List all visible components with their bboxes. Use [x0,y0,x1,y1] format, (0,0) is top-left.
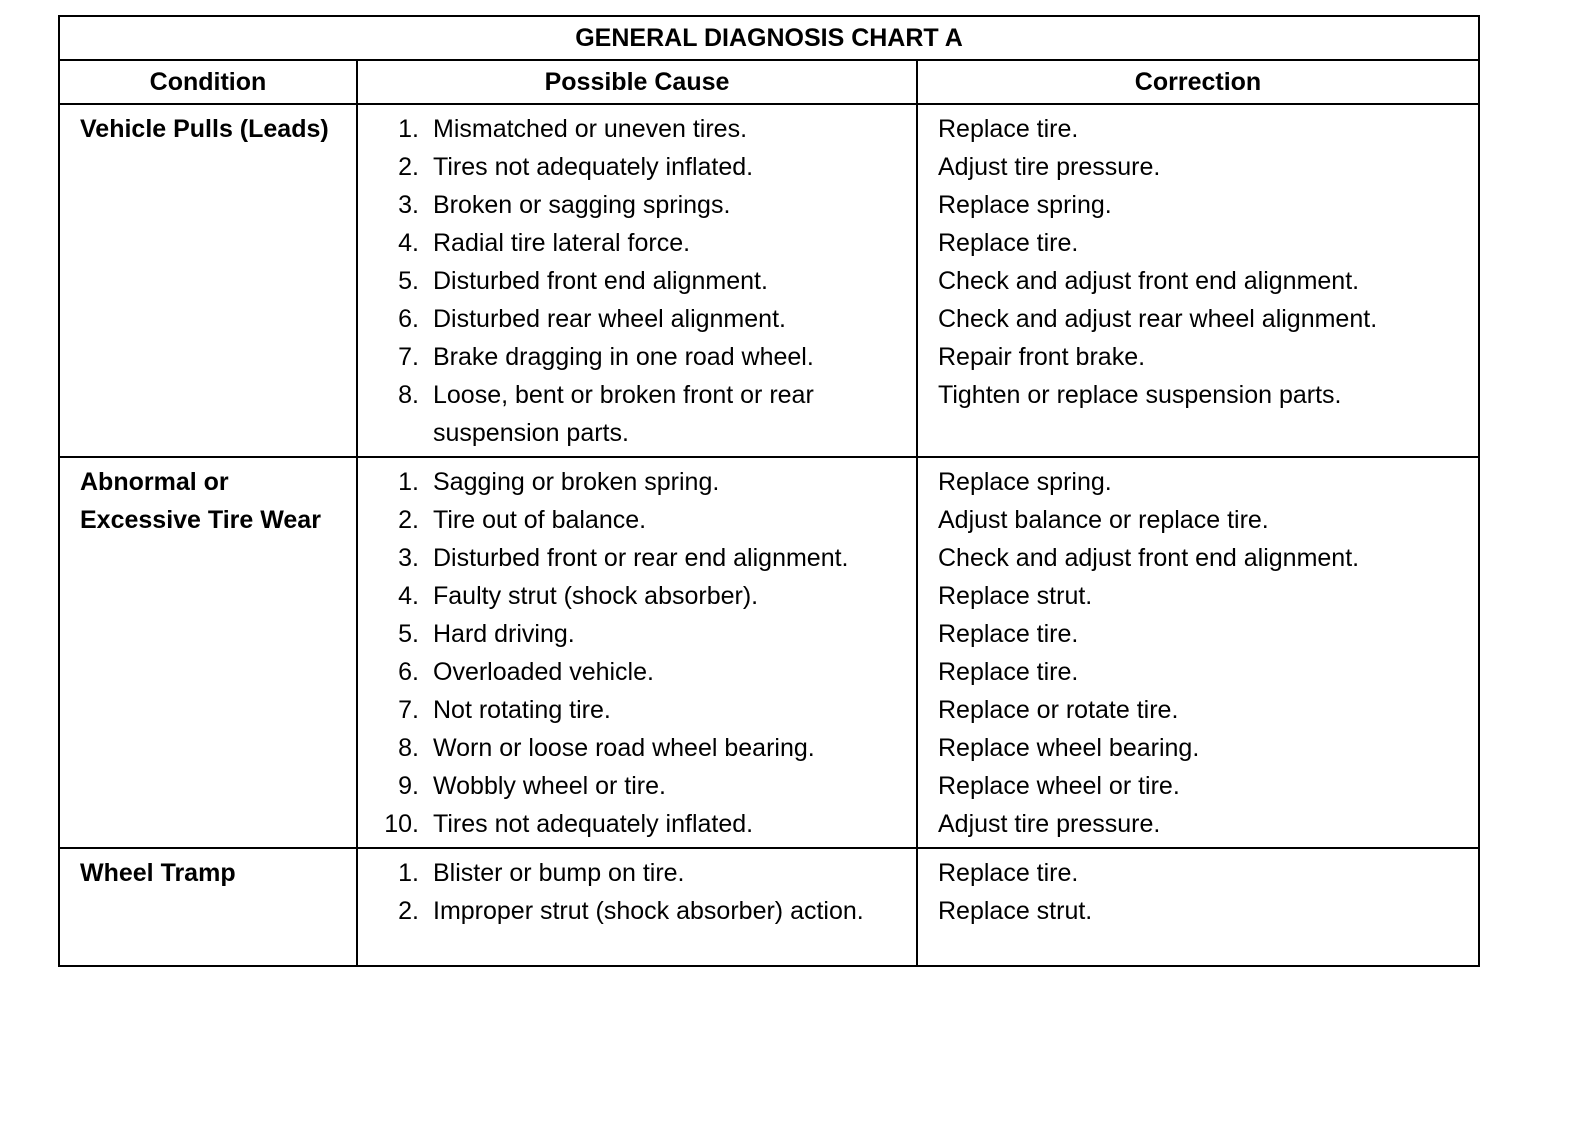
cause-text: Disturbed front or rear end alignment. [433,544,849,572]
list-item [358,110,916,148]
condition-cell: Wheel Tramp [59,848,357,966]
correction-text: Replace or rotate tire. [938,696,1179,724]
item-number: 8. [398,734,419,762]
list-item [358,262,916,300]
item-number: 5. [398,620,419,648]
correction-text: Check and adjust front end alignment. [938,544,1360,572]
correction-text: Check and adjust rear wheel alignment. [938,305,1378,333]
cause-text: Radial tire lateral force. [433,229,691,257]
list-item [358,539,916,577]
header-condition: Condition [59,60,357,104]
correction-cell [917,848,1479,966]
list-item [358,615,916,653]
cause-text: Hard driving. [433,620,575,648]
cause-text: Overloaded vehicle. [433,658,654,686]
correction-text: Replace spring. [938,468,1112,496]
header-correction: Correction [917,60,1479,104]
list-item [358,729,916,767]
cause-text: Broken or sagging springs. [433,191,731,219]
title-row [59,16,1479,60]
correction-text: Replace tire. [938,229,1079,257]
cause-text: Improper strut (shock absorber) action. [433,897,864,925]
table-row [59,104,1479,457]
correction-list [918,854,1478,930]
item-number: 3. [398,544,419,572]
correction-text: Replace wheel or tire. [938,772,1180,800]
correction-text: Adjust tire pressure. [938,153,1161,181]
item-number: 7. [398,696,419,724]
list-item [358,767,916,805]
cause-text: Blister or bump on tire. [433,859,685,887]
cause-text: Faulty strut (shock absorber). [433,582,759,610]
item-number: 1. [398,468,419,496]
cause-text: Brake dragging in one road wheel. [433,343,814,371]
list-item [358,300,916,338]
correction-text: Replace spring. [938,191,1112,219]
correction-text: Replace strut. [938,582,1093,610]
item-number: 8. [398,381,419,409]
cause-list [358,854,916,930]
list-item [358,338,916,376]
list-item [358,854,916,892]
item-number: 3. [398,191,419,219]
possible-cause-cell [357,104,917,457]
correction-text: Replace tire. [938,115,1079,143]
header-row [59,60,1479,104]
item-number: 2. [398,506,419,534]
list-item [358,577,916,615]
cause-text: Tire out of balance. [433,506,647,534]
list-item [358,501,916,539]
list-item [358,224,916,262]
list-item [358,376,916,452]
possible-cause-cell [357,848,917,966]
correction-cell [917,457,1479,848]
list-item [358,892,916,930]
cause-text: Disturbed front end alignment. [433,267,768,295]
condition-cell: Abnormal or Excessive Tire Wear [59,457,357,848]
list-item [358,691,916,729]
list-item [358,463,916,501]
correction-text: Repair front brake. [938,343,1146,371]
cause-text: Tires not adequately inflated. [433,810,754,838]
correction-cell [917,104,1479,457]
item-number: 2. [398,153,419,181]
chart-title: GENERAL DIAGNOSIS CHART A [59,16,1479,60]
correction-text: Tighten or replace suspension parts. [938,381,1342,409]
diagnosis-table [58,15,1480,967]
cause-text: Disturbed rear wheel alignment. [433,305,786,333]
correction-text: Adjust balance or replace tire. [938,506,1269,534]
correction-list [918,463,1478,843]
cause-list [358,110,916,452]
list-item [358,653,916,691]
item-number: 6. [398,658,419,686]
table-body [59,104,1479,966]
list-item [358,805,916,843]
cause-text: Mismatched or uneven tires. [433,115,748,143]
item-number: 4. [398,229,419,257]
correction-text: Replace tire. [938,620,1079,648]
cause-text: Sagging or broken spring. [433,468,720,496]
correction-text: Adjust tire pressure. [938,810,1161,838]
item-number: 5. [398,267,419,295]
correction-text: Replace wheel bearing. [938,734,1200,762]
correction-list [918,110,1478,414]
item-number: 4. [398,582,419,610]
cause-text: Loose, bent or broken front or rear suspension parts. [433,381,814,447]
item-number: 1. [398,115,419,143]
table-row [59,457,1479,848]
list-item [358,148,916,186]
cause-text: Worn or loose road wheel bearing. [433,734,815,762]
item-number: 1. [398,859,419,887]
possible-cause-cell [357,457,917,848]
condition-cell: Vehicle Pulls (Leads) [59,104,357,457]
cause-text: Not rotating tire. [433,696,611,724]
item-number: 10. [384,810,419,838]
correction-text: Replace tire. [938,658,1079,686]
item-number: 2. [398,897,419,925]
cause-list [358,463,916,843]
item-number: 9. [398,772,419,800]
header-possible-cause: Possible Cause [357,60,917,104]
list-item [358,186,916,224]
correction-text: Check and adjust front end alignment. [938,267,1360,295]
correction-text: Replace tire. [938,859,1079,887]
table-row [59,848,1479,966]
cause-text: Wobbly wheel or tire. [433,772,666,800]
item-number: 7. [398,343,419,371]
item-number: 6. [398,305,419,333]
cause-text: Tires not adequately inflated. [433,153,754,181]
correction-text: Replace strut. [938,897,1093,925]
